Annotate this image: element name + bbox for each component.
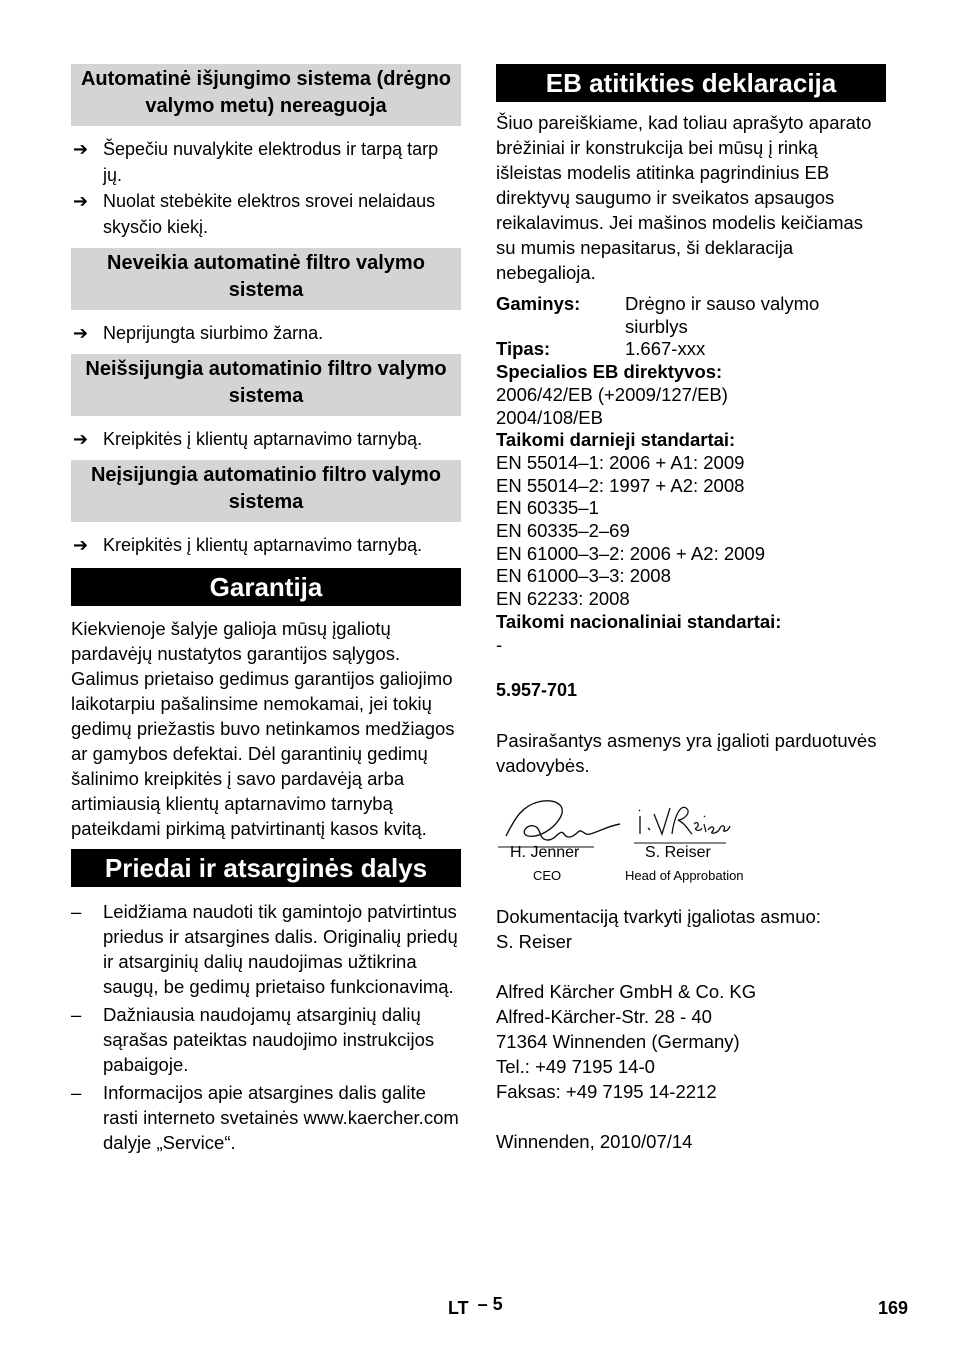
list-item: ➔ Kreipkitės į klientų aptarnavimo tarnybą.	[71, 532, 461, 558]
standard-item: EN 55014–2: 1997 + A2: 2008	[496, 474, 745, 496]
list-item: ➔ Neprijungta siurbimo žarna.	[71, 320, 461, 346]
signer1-role: CEO	[533, 868, 562, 884]
declaration-intro: Šiuo pareiškiame, kad toliau aprašyto aparato brėžiniai ir konstrukcija bei mūsų į rinką išleistas modelis atitinka pagrindinius EB direktyvų saugumo ir sveikatos apsaugos reikalavimus. Jei mašinos modelis keičiamas su mumis nepasitarus, ši deklaracija nebegalioja.	[496, 112, 872, 283]
signature-reiser	[634, 798, 734, 850]
doc-person: S. Reiser	[496, 931, 573, 953]
page-number: 169	[878, 1298, 909, 1318]
doc-person-label: Dokumentaciją tvarkyti įgaliotas asmuo:	[496, 906, 821, 928]
footer-section-page: – 5	[477, 1294, 503, 1314]
place-date: Winnenden, 2010/07/14	[496, 1131, 693, 1153]
arrow-right-icon: ➔	[73, 429, 89, 449]
product-value: Drėgno ir sauso valymo siurblys	[625, 293, 820, 337]
list-item: – Dažniausia naudojamų atsarginių dalių sąrašas pateiktas naudojimo instrukcijos pabaigoje.	[71, 1004, 435, 1075]
section-heading-filter-cleaning-not-off: Neišsijungia automatinio filtro valymo sistema	[71, 354, 461, 416]
list-item: ➔ Kreipkitės į klientų aptarnavimo tarnybą.	[71, 426, 461, 452]
company-address	[496, 979, 886, 1104]
address-line: Alfred-Kärcher-Str. 28 - 40	[496, 1006, 712, 1028]
list-item: ➔ Šepečiu nuvalykite elektrodus ir tarpą tarp jų.	[71, 136, 461, 188]
right-column	[496, 64, 886, 1154]
document-number: 5.957-701	[496, 680, 578, 701]
product-label: Gaminys:	[496, 293, 581, 314]
address-line: Alfred Kärcher GmbH & Co. KG	[496, 981, 757, 1003]
declaration-heading: EB atitikties deklaracija	[496, 64, 886, 102]
type-label: Tipas:	[496, 338, 551, 360]
national-value: -	[496, 633, 503, 655]
standard-item: EN 61000–3–2: 2006 + A2: 2009	[496, 542, 765, 564]
arrow-right-icon: ➔	[73, 535, 89, 555]
standard-item: EN 55014–1: 2006 + A1: 2009	[496, 451, 745, 473]
product-specs	[496, 293, 886, 656]
standard-item: EN 62233: 2008	[496, 588, 630, 610]
section-heading-filter-cleaning-not-on: Neįsijungia automatinio filtro valymo sistema	[71, 460, 461, 522]
signature-block	[496, 796, 886, 896]
section-heading-filter-cleaning-not-working: Neveikia automatinė filtro valymo sistema	[71, 248, 461, 310]
address-line: Faksas: +49 7195 14-2212	[496, 1081, 717, 1103]
arrow-right-icon: ➔	[73, 323, 89, 343]
directives-label: Specialios EB direktyvos:	[496, 361, 723, 383]
directive-item: 2006/42/EB (+2009/127/EB)	[496, 383, 728, 405]
footer-language: LT	[448, 1298, 469, 1318]
address-line: 71364 Winnenden (Germany)	[496, 1031, 740, 1053]
standard-item: EN 60335–1	[496, 497, 599, 519]
standard-item: EN 61000–3–3: 2008	[496, 565, 671, 587]
list-item: – Informacijos apie atsargines dalis galite rasti interneto svetainės www.kaercher.com dalyje „Service“.	[71, 1082, 459, 1153]
national-label: Taikomi nacionaliniai standartai:	[496, 610, 782, 632]
signer2-name: S. Reiser	[645, 844, 711, 862]
signer2-role: Head of Approbation	[625, 868, 744, 884]
directive-item: 2004/108/EB	[496, 406, 603, 428]
warranty-text: Kiekvienoje šalyje galioja mūsų įgaliotų pardavėjų nustatytos garantijos sąlygos. Galimus prietaiso gedimus garantijos galiojimo laikotarpiu pašalinsime nemokamai, jei tokių gedimų priežastis buvo netinkamos medžiagos ar gamybos defektai. Dėl garantinių gedimų šalinimo kreipkitės į savo pardavėją arba artimiausią klientų aptarnavimo tarnybą pateikdami pirkimą patvirtinantį kasos kvitą.	[71, 618, 455, 839]
list-item: ➔ Nuolat stebėkite elektros srovei nelaidaus skysčio kiekį.	[71, 188, 461, 240]
address-line: Tel.: +49 7195 14-0	[496, 1056, 655, 1078]
left-column	[71, 64, 461, 1155]
type-value: 1.667-xxx	[625, 338, 706, 360]
accessories-heading: Priedai ir atsarginės dalys	[71, 849, 461, 887]
signers-statement: Pasirašantys asmenys yra įgalioti parduotuvės vadovybės.	[496, 730, 877, 777]
arrow-right-icon: ➔	[73, 191, 89, 211]
list-item: – Leidžiama naudoti tik gamintojo patvirtintus priedus ir atsargines dalis. Originalių priedų ir atsarginių dalių naudojimas užtikrina saugų, be gedimų prietaiso funkcionavimą.	[71, 901, 458, 997]
signer1-name: H. Jenner	[510, 844, 580, 862]
arrow-right-icon: ➔	[73, 139, 89, 159]
footer-language-page	[448, 1294, 503, 1319]
warranty-heading: Garantija	[71, 568, 461, 606]
section-heading-auto-shutoff: Automatinė išjungimo sistema (drėgno valymo metu) nereaguoja	[71, 64, 461, 126]
harmonized-label: Taikomi darnieji standartai:	[496, 429, 736, 451]
standard-item: EN 60335–2–69	[496, 520, 630, 542]
